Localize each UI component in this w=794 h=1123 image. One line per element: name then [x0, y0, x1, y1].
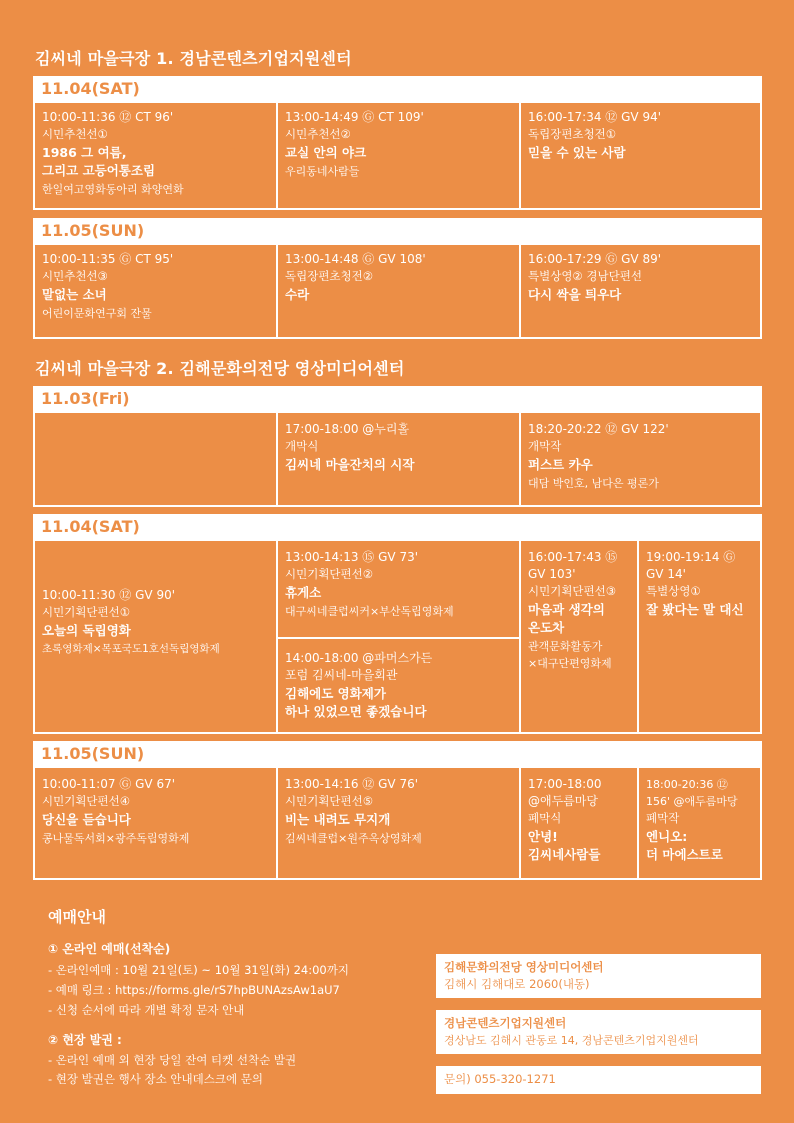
online-booking-line: - 신청 순서에 따라 개별 확정 문자 안내 — [48, 1003, 245, 1017]
screening-time: 19:00-19:14 Ⓖ GV 14' — [646, 550, 736, 581]
screening-cell — [278, 415, 519, 480]
screening-org: 한일여고영화동아리 화양연화 — [42, 183, 184, 196]
onsite-ticket-line: - 온라인 예매 외 현장 당일 잔여 티켓 선착순 발권 — [48, 1053, 297, 1067]
film-title: 당신을 듣습니다 — [42, 812, 131, 827]
screening-cell — [521, 415, 762, 498]
film-title: 수라 — [285, 287, 310, 302]
screening-time: 16:00-17:34 ⑫ GV 94' — [528, 110, 662, 124]
screening-cell — [639, 770, 762, 870]
screening-time: 14:00-18:00 @파머스가든 포럼 김씨네-마을회관 — [285, 651, 433, 682]
screening-time: 17:00-18:00 @애두름마당 — [528, 777, 602, 808]
venue-address: 김해시 김해대로 2060(내동) — [444, 977, 590, 991]
screening-cell — [521, 770, 637, 870]
screening-time: 10:00-11:07 Ⓖ GV 67' — [42, 777, 176, 791]
film-title: 1986 그 여름, 그리고 고등어통조림 — [42, 145, 156, 178]
day-header: 11.05(SUN) — [33, 218, 762, 243]
screening-time: 13:00-14:13 ⑮ GV 73' — [285, 550, 419, 564]
section-title: 김씨네 마을극장 1. 경남콘텐츠기업지원센터 — [35, 49, 352, 68]
screening-time: 18:00-20:36 ⑫ 156' @애두름마당 — [646, 778, 738, 808]
schedule-grid — [33, 243, 762, 339]
screening-time: 16:00-17:29 Ⓖ GV 89' — [528, 252, 662, 266]
screening-org: 관객문화활동가 ×대구단편영화제 — [528, 640, 612, 670]
screening-category: 시민추천선③ — [42, 269, 108, 283]
screening-cell — [521, 103, 762, 168]
film-title: 김씨네 마을잔치의 시작 — [285, 457, 415, 472]
screening-time: 10:00-11:36 ⑫ CT 96' — [42, 110, 174, 124]
ticket-info-title: 예매안내 — [48, 908, 106, 926]
screening-cell — [521, 543, 637, 678]
day-header: 11.05(SUN) — [33, 741, 762, 766]
venue-box — [436, 954, 761, 998]
film-title: 잘 봤다는 말 대신 — [646, 602, 744, 617]
film-title: 교실 안의 야크 — [285, 145, 367, 160]
film-title: 김해에도 영화제가 하나 있었으면 좋겠습니다 — [285, 686, 427, 719]
contact-phone: 문의) 055-320-1271 — [444, 1072, 556, 1086]
screening-time: 13:00-14:48 Ⓖ GV 108' — [285, 252, 426, 266]
film-title: 비는 내려도 무지개 — [285, 812, 391, 827]
screening-time: 10:00-11:30 ⑫ GV 90' — [42, 588, 176, 602]
screening-cell — [639, 543, 762, 625]
screening-time: 17:00-18:00 @누리홀 — [285, 422, 410, 436]
screening-org: 대담 박인호, 남다은 평론가 — [528, 477, 659, 490]
screening-time: 13:00-14:49 Ⓖ CT 109' — [285, 110, 424, 124]
screening-cell — [35, 581, 276, 664]
screening-category: 시민기획단편선① — [42, 605, 131, 619]
onsite-ticket-title: ② 현장 발권 : — [48, 1033, 122, 1047]
screening-category: 시민기획단편선④ — [42, 794, 131, 808]
schedule-grid — [33, 539, 762, 734]
screening-cell — [278, 245, 519, 310]
screening-category: 폐막식 — [528, 811, 562, 825]
venue-box — [436, 1010, 761, 1054]
screening-cell — [35, 245, 276, 328]
film-title: 다시 싹을 틔우다 — [528, 287, 622, 302]
screening-category: 시민기획단편선⑤ — [285, 794, 374, 808]
screening-org: 콩나물독서회×광주독립영화제 — [42, 832, 190, 845]
film-title: 퍼스트 카우 — [528, 457, 593, 472]
section-title: 김씨네 마을극장 2. 김해문화의전당 영상미디어센터 — [35, 359, 405, 378]
day-header: 11.04(SAT) — [33, 76, 762, 101]
film-title: 엔니오: 더 마에스트로 — [646, 829, 723, 862]
screening-cell — [278, 770, 519, 853]
screening-category: 독립장편초청전② — [285, 269, 374, 283]
screening-time: 18:20-20:22 ⑫ GV 122' — [528, 422, 669, 436]
film-title: 휴게소 — [285, 585, 322, 600]
screening-time: 13:00-14:16 ⑫ GV 76' — [285, 777, 419, 791]
screening-category: 시민기획단편선③ — [528, 584, 617, 598]
screening-org: 어린이문화연구회 잔물 — [42, 307, 152, 320]
screening-category: 시민기획단편선② — [285, 567, 374, 581]
online-booking-line: - 온라인예매 : 10월 21일(토) ~ 10월 31일(화) 24:00까지 — [48, 963, 349, 977]
film-title: 오늘의 독립영화 — [42, 623, 131, 638]
day-header: 11.04(SAT) — [33, 514, 762, 539]
screening-cell — [35, 770, 276, 853]
day-header: 11.03(Fri) — [33, 386, 762, 411]
screening-cell — [521, 245, 762, 310]
booking-link[interactable]: - 예매 링크 : https://forms.gle/rS7hpBUNAzsAw1aU7 — [48, 983, 340, 997]
screening-cell — [278, 103, 519, 186]
screening-category: 독립장편초청전① — [528, 127, 617, 141]
venue-name: 경남콘텐츠기업지원센터 — [444, 1016, 567, 1030]
screening-category: 시민추천선② — [285, 127, 351, 141]
screening-cell — [278, 543, 519, 626]
online-booking-title: ① 온라인 예매(선착순) — [48, 942, 171, 956]
film-title: 안녕! 김씨네사람들 — [528, 829, 601, 862]
film-title: 마음과 생각의 온도차 — [528, 602, 605, 635]
screening-org: 김씨네클럽×원주옥상영화제 — [285, 832, 422, 845]
screening-cell — [35, 103, 276, 204]
film-title: 말없는 소녀 — [42, 287, 107, 302]
screening-category: 폐막작 — [646, 811, 680, 825]
venue-name: 김해문화의전당 영상미디어센터 — [444, 960, 604, 974]
screening-category: 특별상영② 경남단편선 — [528, 269, 642, 283]
contact-box — [436, 1066, 761, 1094]
screening-category: 시민추천선① — [42, 127, 108, 141]
onsite-ticket-line: - 현장 발권은 행사 장소 안내데스크에 문의 — [48, 1072, 263, 1086]
screening-time: 10:00-11:35 Ⓖ CT 95' — [42, 252, 174, 266]
screening-org: 우리동네사람들 — [285, 165, 360, 178]
screening-org: 대구씨네클럽씨커×부산독립영화제 — [285, 605, 454, 618]
schedule-grid — [33, 766, 762, 880]
screening-category: 개막작 — [528, 439, 562, 453]
screening-category: 특별상영① — [646, 584, 701, 598]
schedule-grid — [33, 101, 762, 210]
screening-category: 개막식 — [285, 439, 319, 453]
screening-cell — [278, 644, 519, 727]
screening-org: 초록영화제×목포국도1호선독립영화제 — [42, 643, 220, 655]
film-title: 믿을 수 있는 사람 — [528, 145, 626, 160]
screening-time: 16:00-17:43 ⑮ GV 103' — [528, 550, 618, 581]
venue-address: 경상남도 김해시 관동로 14, 경남콘텐츠기업지원센터 — [444, 1034, 699, 1047]
schedule-grid — [33, 411, 762, 507]
